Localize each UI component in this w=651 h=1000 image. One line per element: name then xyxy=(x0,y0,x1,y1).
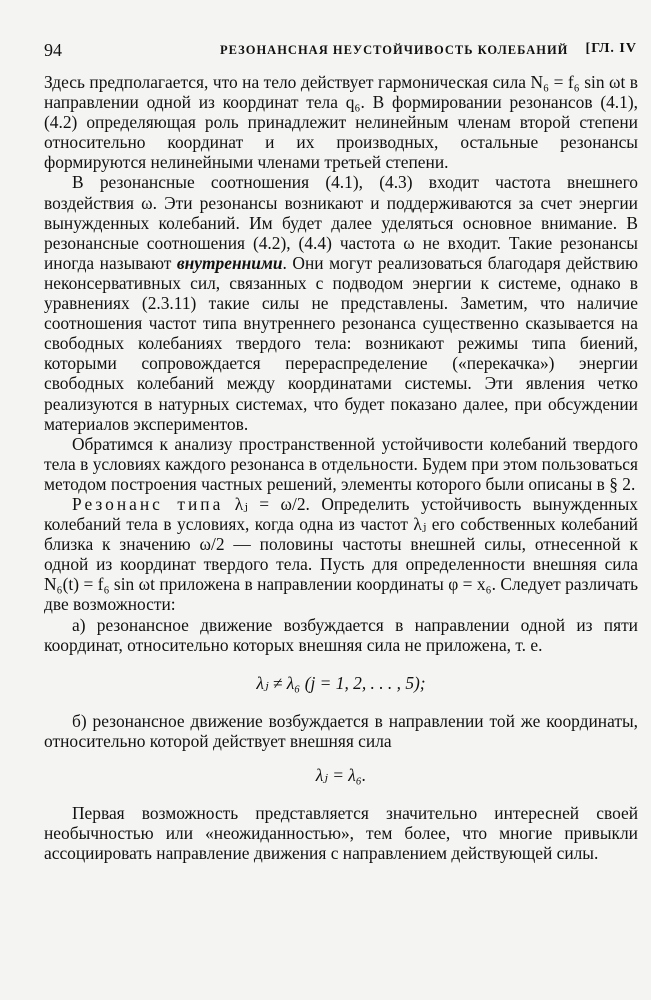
paragraph-4 xyxy=(44,494,638,615)
paragraph-2-end: . Они могут реализоваться благодаря действию неконсервативных сил, связанных с подводом энергии к системе, однако в уравнениях (2.3.11) такие силы не представлены. Заметим, что наличие соотношения частот типа внутреннего резонанса существенно сказывается на свободных колебаниях твердого тела: возникают режимы типа биений, которыми сопровождается перераспределение («перекачка») энергии свободных колебаний между координатами системы. Эти явления четко реализуются в натурных системах, что будет показано далее, при обсуждении материалов экспериментов. xyxy=(44,252,638,434)
page-header xyxy=(44,40,637,62)
paragraph-5: а) резонансное движение возбуждается в направлении одной из пяти координат, относительно которых внешняя сила не приложена, т. е. xyxy=(44,614,638,655)
page-body xyxy=(44,72,638,863)
resonance-type-lead: Резонанс типа xyxy=(72,493,224,514)
paragraph-4-text: λⱼ = ω/2. Определить устойчивость вынужденных колебаний тела в условиях, когда одна из частот λⱼ его собственных колебаний близка к значению ω/2 — половины частоты внешней силы, отнесенной к одной из координат твердого тела. Пусть для определенности внешняя сила N₆(t) = f₆ sin ωt приложена в направлении координаты φ = x₆. Следует различать две возможности: xyxy=(44,493,638,615)
formula-inequality: λⱼ ≠ λ₆ (j = 1, 2, . . . , 5); xyxy=(256,672,426,693)
paragraph-6: б) резонансное движение возбуждается в направлении той же координаты, относительно которой действует внешняя сила xyxy=(44,710,638,751)
chapter-label: [ГЛ. IV xyxy=(585,41,637,56)
paragraph-2 xyxy=(44,172,638,433)
paragraph-1: Здесь предполагается, что на тело действует гармоническая сила N₆ = f₆ sin ωt в направлении одной из координат тела q₆. В формировании резонансов (4.1), (4.2) определяющая роль принадлежит нелинейным членам второй степени относительно координат и их производных, остальные резонансы формируются нелинейными членами третьей степени. xyxy=(44,72,638,173)
paragraph-7: Первая возможность представляется значительно интересней своей необычностью или «неожиданностью», тем более, что многие привыкли ассоциировать направление движения с направлением действующей силы. xyxy=(44,802,638,864)
emphasis-internal: внутренними xyxy=(176,252,283,273)
paragraph-3: Обратимся к анализу пространственной устойчивости колебаний твердого тела в условиях каждого резонанса в отдельности. Будем при этом пользоваться методом построения частных решений, элементы которого были описаны в § 2. xyxy=(44,433,638,494)
running-title: РЕЗОНАНСНАЯ НЕУСТОЙЧИВОСТЬ КОЛЕБАНИЙ xyxy=(220,43,569,57)
page-number: 94 xyxy=(44,40,62,60)
formula-equality: λⱼ = λ₆. xyxy=(315,764,367,785)
paragraph-2-start: В резонансные соотношения (4.1), (4.3) входит частота внешнего воздействия ω. Эти резонансы возникают и поддерживаются за счет энергии вынужденных колебаний. Им будет далее уделяться основное внимание. В резонансные соотношения (4.2), (4.4) частота ω не входит. Такие резонансы иногда называют xyxy=(44,172,638,273)
